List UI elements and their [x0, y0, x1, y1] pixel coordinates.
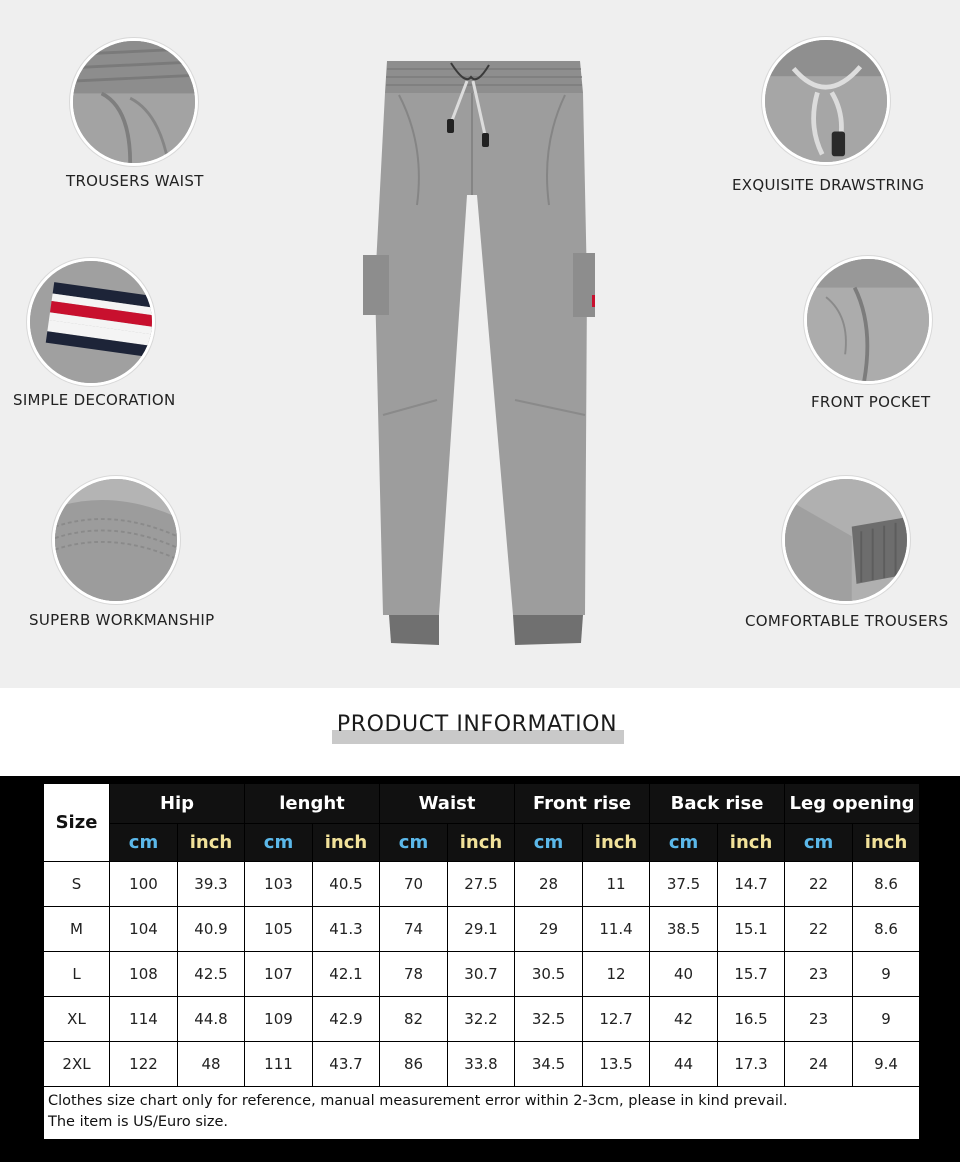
- table-cell: 111: [245, 1042, 313, 1087]
- table-cell: 105: [245, 907, 313, 952]
- table-cell: 42: [650, 997, 718, 1042]
- unit-cm-header: cm: [515, 824, 583, 862]
- size-cell: L: [44, 952, 110, 997]
- table-cell: 32.2: [448, 997, 515, 1042]
- table-cell: 15.7: [718, 952, 785, 997]
- table-cell: 40.9: [178, 907, 245, 952]
- table-cell: 22: [785, 862, 853, 907]
- table-cell: 108: [110, 952, 178, 997]
- table-cell: 12.7: [583, 997, 650, 1042]
- table-cell: 44.8: [178, 997, 245, 1042]
- note-line-us-euro: The item is US/Euro size.: [48, 1114, 229, 1130]
- table-row: [44, 907, 920, 952]
- table-cell: 109: [245, 997, 313, 1042]
- table-cell: 32.5: [515, 997, 583, 1042]
- jogger-pants-image: [355, 55, 595, 655]
- table-cell: 17.3: [718, 1042, 785, 1087]
- table-cell: 122: [110, 1042, 178, 1087]
- comfortable-trousers-label: COMFORTABLE TROUSERS: [745, 612, 949, 630]
- table-cell: 15.1: [718, 907, 785, 952]
- table-row: [44, 1042, 920, 1087]
- unit-cm-header: cm: [245, 824, 313, 862]
- size-chart-table: [43, 783, 920, 1140]
- table-cell: 8.6: [853, 907, 920, 952]
- group-header-back-rise: Back rise: [650, 784, 785, 824]
- unit-inch-header: inch: [313, 824, 380, 862]
- table-cell: 29.1: [448, 907, 515, 952]
- table-cell: 104: [110, 907, 178, 952]
- simple-decoration-closeup: [27, 258, 155, 386]
- front-pocket-label: FRONT POCKET: [811, 393, 931, 411]
- table-cell: 16.5: [718, 997, 785, 1042]
- table-cell: 9.4: [853, 1042, 920, 1087]
- drawstring-closeup: [762, 37, 890, 165]
- table-cell: 9: [853, 997, 920, 1042]
- superb-workmanship-closeup: [52, 476, 180, 604]
- simple-decoration-label: SIMPLE DECORATION: [13, 391, 176, 409]
- table-cell: 42.9: [313, 997, 380, 1042]
- table-cell: 11.4: [583, 907, 650, 952]
- table-cell: 42.1: [313, 952, 380, 997]
- table-row: [44, 952, 920, 997]
- table-cell: 107: [245, 952, 313, 997]
- unit-inch-header: inch: [448, 824, 515, 862]
- size-chart-note: [44, 1087, 920, 1140]
- group-header-leg-opening: Leg opening: [785, 784, 920, 824]
- table-cell: 37.5: [650, 862, 718, 907]
- table-cell: 41.3: [313, 907, 380, 952]
- table-cell: 40: [650, 952, 718, 997]
- table-cell: 40.5: [313, 862, 380, 907]
- table-cell: 103: [245, 862, 313, 907]
- table-cell: 48: [178, 1042, 245, 1087]
- table-cell: 44: [650, 1042, 718, 1087]
- unit-inch-header: inch: [718, 824, 785, 862]
- table-cell: 38.5: [650, 907, 718, 952]
- size-column-header: Size: [44, 784, 110, 862]
- table-cell: 23: [785, 952, 853, 997]
- table-cell: 27.5: [448, 862, 515, 907]
- table-cell: 34.5: [515, 1042, 583, 1087]
- table-row: [44, 997, 920, 1042]
- table-cell: 39.3: [178, 862, 245, 907]
- table-cell: 30.5: [515, 952, 583, 997]
- table-cell: 29: [515, 907, 583, 952]
- table-cell: 70: [380, 862, 448, 907]
- table-cell: 22: [785, 907, 853, 952]
- size-cell: S: [44, 862, 110, 907]
- unit-inch-header: inch: [853, 824, 920, 862]
- group-header-hip: Hip: [110, 784, 245, 824]
- table-cell: 42.5: [178, 952, 245, 997]
- table-cell: 11: [583, 862, 650, 907]
- table-cell: 14.7: [718, 862, 785, 907]
- section-title: PRODUCT INFORMATION: [336, 712, 618, 737]
- table-cell: 28: [515, 862, 583, 907]
- size-cell: 2XL: [44, 1042, 110, 1087]
- superb-workmanship-label: SUPERB WORKMANSHIP: [29, 611, 215, 629]
- size-cell: M: [44, 907, 110, 952]
- table-cell: 12: [583, 952, 650, 997]
- unit-cm-header: cm: [380, 824, 448, 862]
- trousers-waist-closeup: [70, 38, 198, 166]
- unit-cm-header: cm: [110, 824, 178, 862]
- table-cell: 13.5: [583, 1042, 650, 1087]
- table-cell: 24: [785, 1042, 853, 1087]
- table-cell: 78: [380, 952, 448, 997]
- table-cell: 100: [110, 862, 178, 907]
- table-cell: 86: [380, 1042, 448, 1087]
- size-cell: XL: [44, 997, 110, 1042]
- front-pocket-closeup: [804, 256, 932, 384]
- table-cell: 74: [380, 907, 448, 952]
- table-cell: 8.6: [853, 862, 920, 907]
- group-header-length: lenght: [245, 784, 380, 824]
- exquisite-drawstring-label: EXQUISITE DRAWSTRING: [732, 176, 925, 194]
- table-cell: 23: [785, 997, 853, 1042]
- note-line-reference: Clothes size chart only for reference, manual measurement error within 2-3cm, please in kind prevail.: [48, 1093, 788, 1109]
- table-cell: 114: [110, 997, 178, 1042]
- trousers-waist-label: TROUSERS WAIST: [66, 172, 204, 190]
- table-cell: 30.7: [448, 952, 515, 997]
- unit-inch-header: inch: [178, 824, 245, 862]
- product-information-heading: [330, 712, 624, 746]
- unit-inch-header: inch: [583, 824, 650, 862]
- unit-cm-header: cm: [785, 824, 853, 862]
- table-cell: 9: [853, 952, 920, 997]
- group-header-waist: Waist: [380, 784, 515, 824]
- unit-cm-header: cm: [650, 824, 718, 862]
- group-header-front-rise: Front rise: [515, 784, 650, 824]
- table-row: [44, 862, 920, 907]
- comfortable-trousers-closeup: [782, 476, 910, 604]
- table-cell: 43.7: [313, 1042, 380, 1087]
- table-cell: 33.8: [448, 1042, 515, 1087]
- table-cell: 82: [380, 997, 448, 1042]
